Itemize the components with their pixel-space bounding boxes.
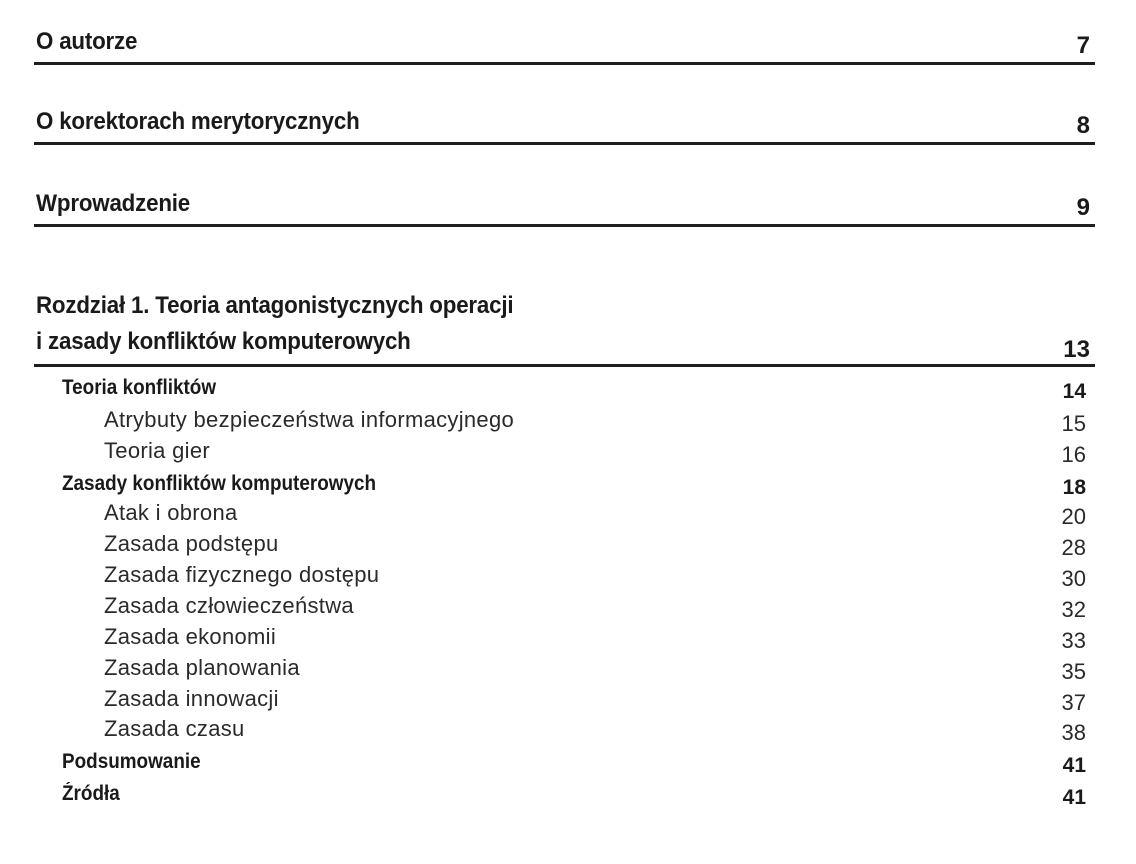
toc-entry-page: 9	[1076, 194, 1090, 221]
toc-subsection[interactable]	[0, 716, 1090, 746]
toc-section-title: Teoria konfliktów	[62, 376, 217, 399]
toc-section[interactable]	[0, 470, 1090, 500]
toc-entry-about-reviewers[interactable]	[34, 102, 1095, 145]
toc-subsection-title: Atak i obrona	[104, 500, 238, 525]
toc-subsection-page: 38	[1061, 720, 1086, 745]
toc-subsection-page: 35	[1061, 659, 1086, 684]
toc-subsection[interactable]	[0, 686, 1090, 716]
toc-subsection-title: Zasada czasu	[104, 716, 245, 741]
chapter-title-line1: Rozdział 1. Teoria antagonistycznych operacji	[36, 292, 514, 319]
toc-subsection-page: 16	[1061, 442, 1086, 467]
toc-section-page: 18	[1062, 476, 1086, 499]
toc-chapter-1[interactable]	[34, 286, 1095, 367]
toc-subsection-title: Zasada człowieczeństwa	[104, 593, 354, 618]
chapter-page: 13	[1063, 336, 1090, 363]
toc-section[interactable]	[0, 748, 1090, 778]
toc-subsection-page: 32	[1061, 597, 1086, 622]
toc-subsection[interactable]	[0, 407, 1090, 437]
toc-subsection-page: 33	[1061, 628, 1086, 653]
toc-subsection[interactable]	[0, 593, 1090, 623]
toc-section-page: 41	[1062, 786, 1086, 809]
toc-subsection[interactable]	[0, 438, 1090, 468]
toc-subsection-page: 28	[1061, 535, 1086, 560]
toc-entry-title: Wprowadzenie	[36, 190, 191, 217]
toc-subsection[interactable]	[0, 655, 1090, 685]
toc-section-page: 41	[1062, 754, 1086, 777]
toc-section[interactable]	[0, 780, 1090, 810]
toc-subsection-page: 37	[1061, 690, 1086, 715]
toc-subsection-title: Atrybuty bezpieczeństwa informacyjnego	[104, 407, 515, 432]
chapter-title-line2: i zasady konfliktów komputerowych	[36, 328, 411, 355]
toc-entry-title: O autorze	[36, 28, 138, 55]
toc-subsection-page: 20	[1061, 504, 1086, 529]
toc-subsection[interactable]	[0, 531, 1090, 561]
toc-subsection-title: Zasada podstępu	[104, 531, 279, 556]
toc-subsection-title: Zasada innowacji	[104, 686, 279, 711]
toc-entry-title: O korektorach merytorycznych	[36, 108, 360, 135]
toc-subsection[interactable]	[0, 500, 1090, 530]
toc-section[interactable]	[0, 374, 1090, 404]
toc-entry-about-author[interactable]	[34, 22, 1095, 65]
toc-subsection-title: Zasada fizycznego dostępu	[104, 562, 380, 587]
toc-subsection-page: 15	[1061, 411, 1086, 436]
toc-entry-page: 7	[1076, 32, 1090, 59]
toc-section-page: 14	[1062, 380, 1086, 403]
toc-subsection-title: Zasada planowania	[104, 655, 300, 680]
toc-subsection-page: 30	[1061, 566, 1086, 591]
toc-entry-introduction[interactable]	[34, 184, 1095, 227]
toc-section-title: Zasady konfliktów komputerowych	[62, 472, 377, 495]
toc-subsection[interactable]	[0, 562, 1090, 592]
toc-subsection[interactable]	[0, 624, 1090, 654]
toc-section-title: Podsumowanie	[62, 750, 201, 773]
toc-subsection-title: Teoria gier	[104, 438, 211, 463]
toc-subsection-title: Zasada ekonomii	[104, 624, 277, 649]
toc-entry-page: 8	[1076, 112, 1090, 139]
toc-section-title: Źródła	[62, 782, 120, 805]
